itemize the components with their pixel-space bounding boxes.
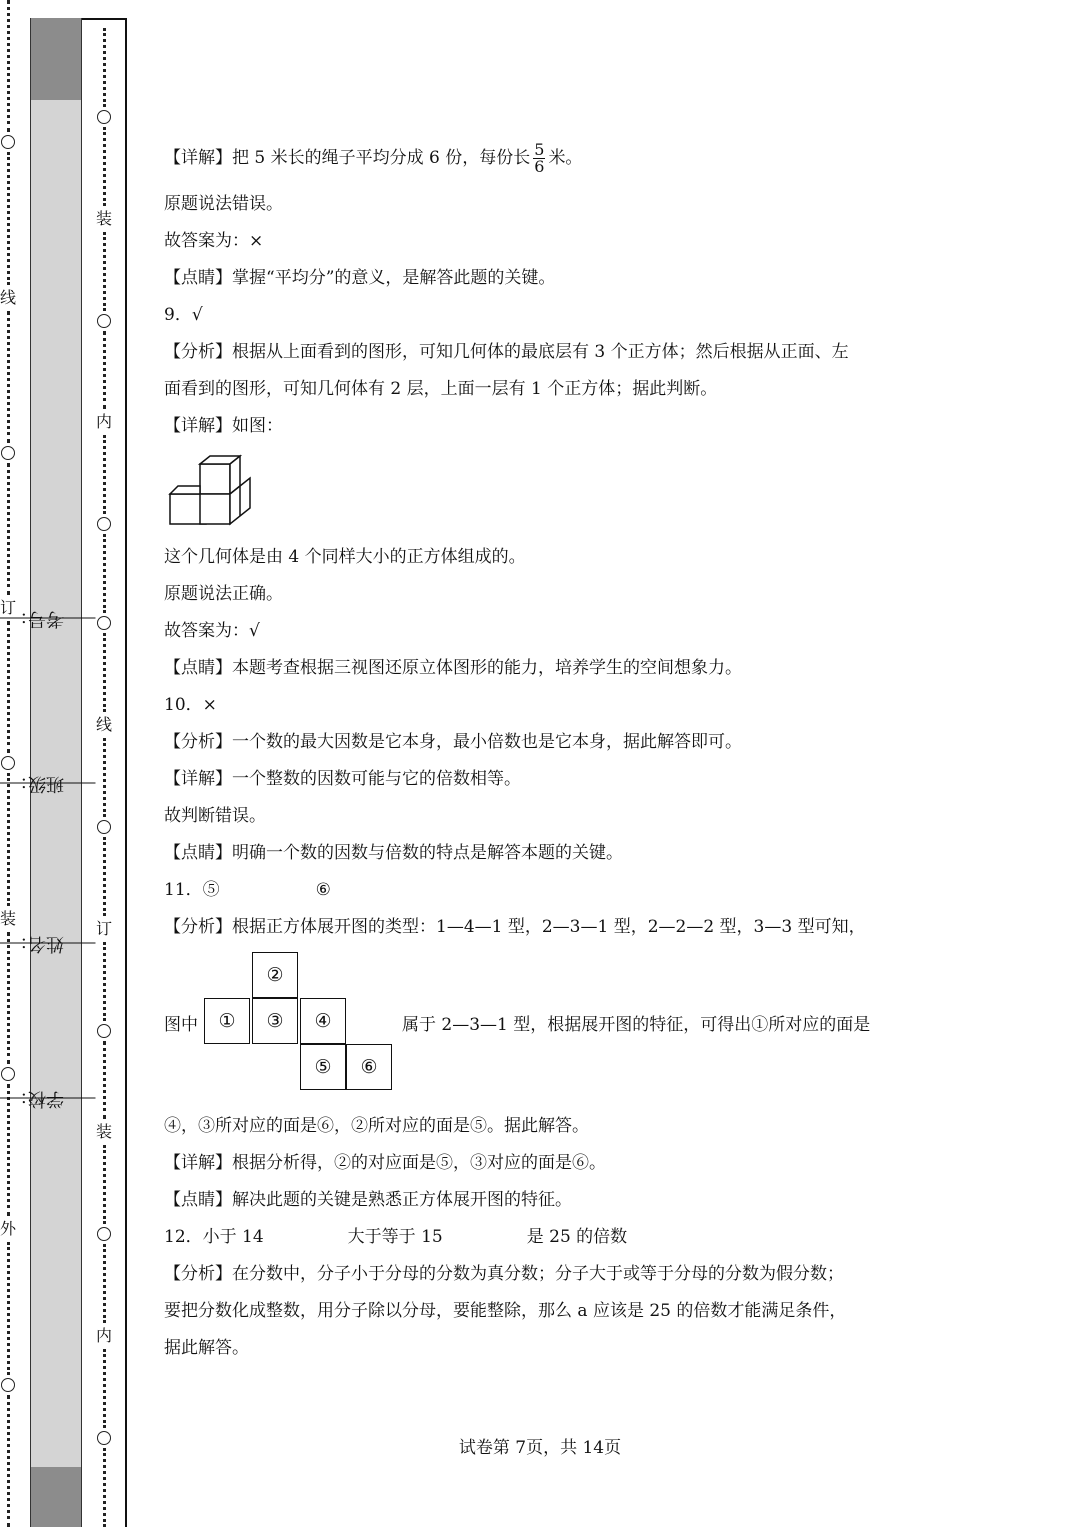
circle-mark <box>97 1024 111 1038</box>
circle-mark <box>97 616 111 630</box>
cube-stack-figure <box>164 454 256 528</box>
outer-mark: 线 <box>0 287 17 307</box>
q9-comment: 【点睛】本题考查根据三视图还原立体图形的能力，培养学生的空间想象力。 <box>164 658 742 678</box>
q8-detail: 【详解】把 5 米长的绳子平均分成 6 份，每份长 $\frac{5}{6}$ 米。 <box>164 140 583 176</box>
q8-judgement: 原题说法错误。 <box>164 194 283 214</box>
q11-analysis: 【分析】根据正方体展开图的类型：1—4—1 型，2—3—1 型，2—2—2 型，3—3 型可知， <box>164 917 866 937</box>
school-blank[interactable] <box>0 1098 95 1099</box>
q12-analysis-line-3: 据此解答。 <box>164 1338 249 1358</box>
q11-answer-2: ⑥ <box>315 880 331 900</box>
exam-number-field <box>9 560 78 680</box>
q12-head <box>164 1225 627 1249</box>
circle-mark <box>1 446 15 460</box>
q11-figure-suffix: 属于 2—3—1 型，根据展开图的特征，可得出①所对应的面是 <box>402 1015 871 1035</box>
circle-mark <box>97 517 111 531</box>
q12-answer-3: 是 25 的倍数 <box>526 1227 628 1247</box>
circle-mark <box>1 135 15 149</box>
net-face: ① <box>204 998 250 1044</box>
net-face: ④ <box>300 998 346 1044</box>
margin-border <box>125 18 127 1527</box>
net-face: ② <box>252 952 298 998</box>
q9-judgement: 原题说法正确。 <box>164 584 283 604</box>
q12-answer-1: 12．小于 14 <box>164 1227 264 1247</box>
class-field <box>9 725 78 845</box>
name-field <box>9 885 78 1005</box>
q11-head <box>164 878 331 902</box>
q11-continuation: ④，③所对应的面是⑥，②所对应的面是⑤。据此解答。 <box>164 1116 589 1136</box>
circle-mark <box>97 1227 111 1241</box>
school-label: 学校： <box>9 1088 64 1109</box>
net-face: ③ <box>252 998 298 1044</box>
q9-analysis-line-1: 【分析】根据从上面看到的图形，可知几何体的最底层有 3 个正方体；然后根据从正面、左 <box>164 342 849 362</box>
name-blank[interactable] <box>0 943 95 944</box>
q10-analysis: 【分析】一个数的最大因数是它本身，最小倍数也是它本身，据此解答即可。 <box>164 732 742 752</box>
circle-mark <box>97 820 111 834</box>
q10-detail: 【详解】一个整数的因数可能与它的倍数相等。 <box>164 769 521 789</box>
q11-detail: 【详解】根据分析得，②的对应面是⑤，③对应的面是⑥。 <box>164 1153 606 1173</box>
inner-cut-line <box>97 28 111 1527</box>
outer-mark: 订 <box>0 598 17 618</box>
outer-mark: 外 <box>0 1219 17 1239</box>
outer-mark: 装 <box>0 908 17 928</box>
q9-answer: 故答案为：√ <box>164 621 260 641</box>
q12-answer-2: 大于等于 15 <box>347 1227 443 1247</box>
q9-analysis-line-2: 面看到的图形，可知几何体有 2 层，上面一层有 1 个正方体；据此判断。 <box>164 379 718 399</box>
net-face: ⑤ <box>300 1044 346 1090</box>
q8-answer: 故答案为：× <box>164 231 264 251</box>
q10-judgement: 故判断错误。 <box>164 806 266 826</box>
class-label: 班级： <box>9 773 64 794</box>
q8-comment: 【点睛】掌握“平均分”的意义，是解答此题的关键。 <box>164 268 556 288</box>
q12-analysis-line-2: 要把分数化成整数，用分子除以分母，要能整除，那么 a 应该是 25 的倍数才能满足条件， <box>164 1301 847 1321</box>
inner-mark: 内 <box>96 1326 113 1346</box>
q10-head: 10．× <box>164 695 217 715</box>
band-dark-top <box>31 18 81 100</box>
circle-mark <box>97 314 111 328</box>
circle-mark <box>97 110 111 124</box>
class-blank[interactable] <box>0 783 95 784</box>
q12-analysis-line-1: 【分析】在分数中，分子小于分母的分数为真分数；分子大于或等于分母的分数为假分数； <box>164 1264 844 1284</box>
q10-comment: 【点睛】明确一个数的因数与倍数的特点是解答本题的关键。 <box>164 843 623 863</box>
net-face: ⑥ <box>346 1044 392 1090</box>
school-field <box>9 1040 78 1160</box>
binding-margin <box>0 0 130 1527</box>
q9-conclusion: 这个几何体是由 4 个同样大小的正方体组成的。 <box>164 547 526 567</box>
inner-mark: 装 <box>96 208 113 228</box>
q11-comment: 【点睛】解决此题的关键是熟悉正方体展开图的特征。 <box>164 1190 572 1210</box>
q9-head: 9．√ <box>164 305 203 325</box>
circle-mark <box>1 1378 15 1392</box>
page-footer: 试卷第 7页，共 14页 <box>458 1438 622 1458</box>
inner-mark: 订 <box>96 918 113 938</box>
q11-figure-prefix: 图中 <box>164 1015 198 1035</box>
band-dark-bottom <box>31 1467 81 1527</box>
exam-number-label: 考号： <box>9 608 64 629</box>
name-label: 姓名： <box>9 933 64 954</box>
fraction: $\frac{5}{6}$ <box>534 140 545 176</box>
q11-answer-1: 11．⑤ <box>164 880 220 900</box>
inner-mark: 内 <box>96 412 113 432</box>
inner-mark: 装 <box>96 1122 113 1142</box>
q9-detail: 【详解】如图： <box>164 416 283 436</box>
inner-mark: 线 <box>96 715 113 735</box>
exam-number-blank[interactable] <box>0 618 95 619</box>
